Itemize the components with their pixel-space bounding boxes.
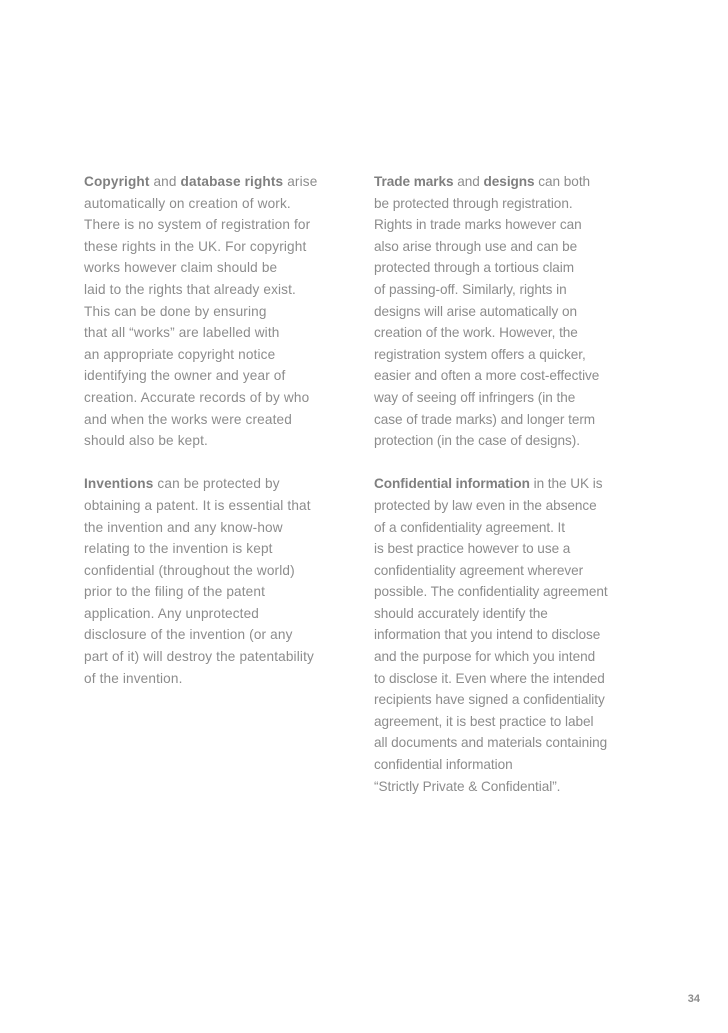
copyright-paragraph: [84, 171, 356, 452]
text-line: obtaining a patent. It is essential that: [84, 497, 311, 513]
text-line: also arise through use and can be: [374, 238, 578, 254]
text-line: designs will arise automatically on: [374, 303, 578, 319]
trade-marks-heading: Trade marks: [374, 174, 454, 189]
copyright-heading: Copyright: [84, 174, 150, 189]
left-column: [84, 171, 356, 711]
text-line: part of it) will destroy the patentability: [84, 649, 314, 665]
text-line: an appropriate copyright notice: [84, 346, 276, 362]
text-line: Trade marks and designs can both: [374, 174, 591, 189]
text-line: be protected through registration.: [374, 195, 573, 211]
text-line: creation of the work. However, the: [374, 325, 578, 341]
text-line: This can be done by ensuring: [84, 303, 267, 319]
text-line: all documents and materials containing: [374, 735, 608, 751]
confidential-information-heading: Confidential information: [374, 476, 530, 492]
text-line: easier and often a more cost-effective: [374, 368, 600, 384]
text-line: “Strictly Private & Confidential”.: [374, 778, 561, 794]
text-line: agreement, it is best practice to label: [374, 713, 594, 729]
right-column: [374, 171, 654, 819]
text-line: creation. Accurate records of by who: [84, 389, 310, 405]
text-line: and the purpose for which you intend: [374, 649, 596, 665]
text-line: confidentiality agreement wherever: [374, 562, 584, 578]
confidential-paragraph: [374, 473, 654, 797]
text-line: case of trade marks) and longer term: [374, 411, 596, 427]
inventions-paragraph: [84, 473, 356, 689]
text-line: is best practice however to use a: [374, 541, 571, 557]
text-line: way of seeing off infringers (in the: [374, 389, 576, 405]
page-number: 34: [687, 993, 700, 1005]
text-line: information that you intend to disclose: [374, 627, 601, 643]
text-line: the invention and any know-how: [84, 519, 283, 535]
text-line: of passing-off. Similarly, rights in: [374, 281, 567, 297]
text-line: recipients have signed a confidentiality: [374, 692, 605, 708]
text-line: registration system offers a quicker,: [374, 346, 586, 362]
text-line: Confidential information in the UK is: [374, 476, 603, 492]
text-line: should accurately identify the: [374, 605, 548, 621]
text-line: protection (in the case of designs).: [374, 433, 580, 449]
text-line: these rights in the UK. For copyright: [84, 238, 307, 254]
text-line: disclosure of the invention (or any: [84, 627, 293, 643]
text-line: application. Any unprotected: [84, 605, 259, 621]
text-line: identifying the owner and year of: [84, 368, 286, 384]
text-line: of a confidentiality agreement. It: [374, 519, 565, 535]
text-line: protected by law even in the absence: [374, 497, 597, 513]
text-line: automatically on creation of work.: [84, 195, 291, 211]
text-line: Inventions can be protected by: [84, 476, 280, 492]
text-line: relating to the invention is kept: [84, 541, 273, 557]
text-line: confidential information: [374, 757, 513, 773]
text-line: should also be kept.: [84, 433, 208, 449]
text-line: Copyright and database rights arise: [84, 174, 318, 189]
text-line: that all “works” are labelled with: [84, 325, 280, 341]
text-line: possible. The confidentiality agreement: [374, 584, 608, 600]
inventions-heading: Inventions: [84, 476, 154, 492]
text-line: to disclose it. Even where the intended: [374, 670, 605, 686]
trademarks-paragraph: [374, 171, 654, 452]
text-line: and when the works were created: [84, 411, 292, 427]
text-line: There is no system of registration for: [84, 217, 311, 233]
text-line: Rights in trade marks however can: [374, 217, 582, 233]
text-line: works however claim should be: [84, 260, 278, 276]
text-line: confidential (throughout the world): [84, 562, 295, 578]
text-line: prior to the filing of the patent: [84, 584, 266, 600]
database-rights-heading: database rights: [180, 174, 284, 189]
text-line: laid to the rights that already exist.: [84, 281, 296, 297]
text-line: of the invention.: [84, 670, 183, 686]
text-line: protected through a tortious claim: [374, 260, 575, 276]
designs-heading: designs: [483, 174, 535, 189]
